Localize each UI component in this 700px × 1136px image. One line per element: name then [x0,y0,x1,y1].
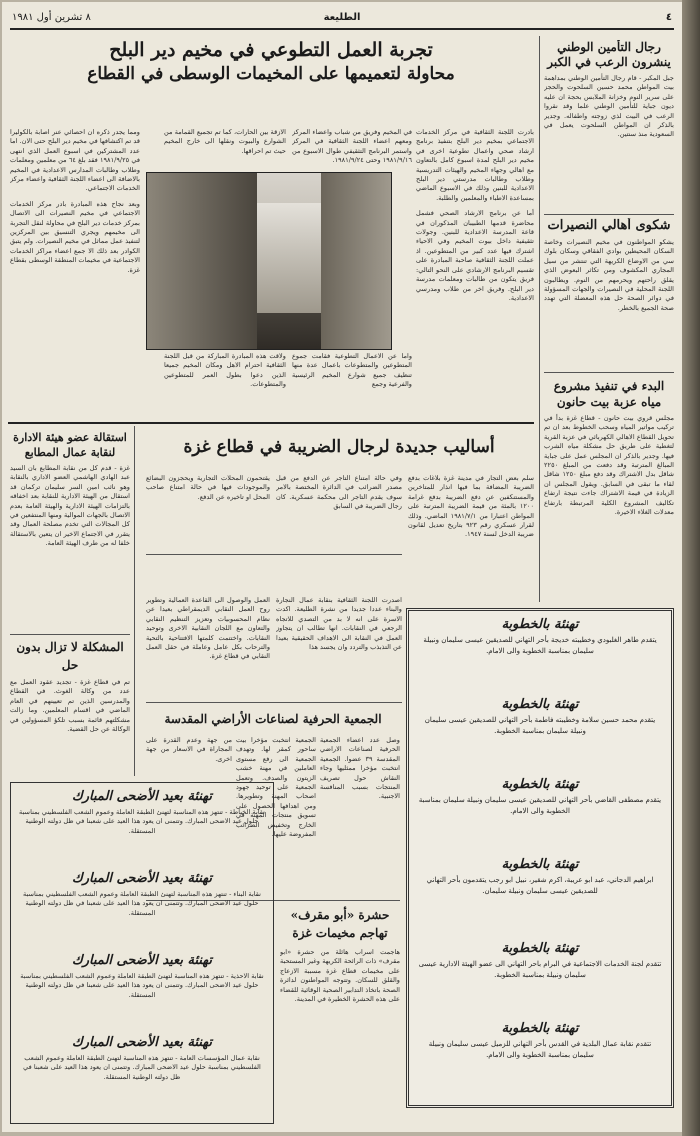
lead-text: الازقة بين الحارات، كما تم تجميع القمامة من الشوارع والبيوت ونقلها الى خارج المخيم حيث تم احراقها. [164,128,286,155]
engagement-greeting-text: تتقدم لجنة الخدمات الاجتماعية في البرام باحر التهاني الى عضو الهيئة الادارية عيسى سليمان ونبيلة بمناسبة الخطوبة. [418,960,662,979]
section-rule [8,422,534,424]
engagement-greeting-text: تتقدم نقابة عمال البلدية في القدس بأحر التهاني للزميل عيسى سليمان ونبيلة سليمان بمناسبة الخطوبة والى الامام. [428,1040,652,1059]
binding-spine [682,0,700,1136]
lead-text: واما عن الاعمال التطوعية فقامت جموع المتطوعين والمتطوعات باعمال عدة منها تنظيف جميع شوارع المخيم الرئيسية والفرعية وجمع [292,352,412,389]
lead-text: بادرت اللجنة الثقافية في مركز الخدمات الاجتماعي بمخيم دير البلح بتنفيذ برنامج ارشاد صحي واعمال تطوعية اخرى في مخيم دير البلح لمدة اسبوع كامل بالتعاون مع اهالي وجهاء المخيم والهيئات التدريسية وطلاب وطالبات مدرستي دير البلح الاعدادية للبنين وذلك في الاسبوع الماضي بمساعدة الاطباء والمعلمين والطلبة. [416,128,534,202]
lead-column-2 [292,128,412,172]
eid-greeting-title: تهنئة بعيد الأضحى المبارك [72,1035,212,1050]
divider [10,634,130,635]
union-text: غزة - قدم كل من نقابة المطابع بان السيد عبد الهادي الهاشمي العضو الاداري بالنقابة وهو نائب امين السر سليمان تركمان قد استقال من الهيئة الادارية للنقابة بعد اخفاقه بالتزامات الهيئة الادارية والهيئة العامة بعدم الاتصال بالجهات الموالية ومنها المنتفعين في كل المجالات التي تخدم مصلحة العمال وقد يتقرر في الاجتماع الاخير ان يتعين بالاستقالة خلفا له من طرف الهيئة العامة. [10,464,130,548]
article-insurance [544,40,674,210]
tax-text: يقتحمون المحلات التجارية ويحجزون البضائع والموجودات فيها في حالة امتناع صاحب المحل او تاخيره عن الدفع. [146,474,270,501]
page-number: ٤ [665,12,672,23]
engagement-greetings-box [406,608,674,1108]
tax-column-3 [146,474,270,594]
engagement-greeting-title: تهنئة بالخطوبة [501,941,579,956]
column-rule [539,36,540,602]
page-header [10,8,674,30]
engagement-greeting-title: تهنئة بالخطوبة [501,857,579,872]
tax-text: العمل والوصول الى القاعدة العمالية وتطوير روح العمل النقابي الديمقراطي بعيدا عن نظام المحسوبيات وتعزيز التنظيم النقابي والتعاون مع اللجان النقابية الاخرى وتوحيد النقابات. واختتمت كلمتها الافتتاحية بالتحية والترحاب بكل عامل وعاملة في حقل العمل النقابي في قطاع غزة. [146,596,270,661]
tax-column-4 [276,596,402,700]
lead-text: ولاقت هذه المبادرة المباركة من قبل اللجنة الثقافية احترام الاهل ومكان المخيم جميعا الذين دعوا بطول العمر للمتطوعين والمتطوعات. [164,352,286,389]
tax-headline: أساليب جديدة لرجال الضريبة في قطاع غزة [183,437,495,457]
tax-column-5 [146,596,270,700]
assoc-headline: الجمعية الحرفية لصناعات الأراضي المقدسة [164,712,382,726]
divider [544,372,674,373]
photo-wall-left [147,173,257,349]
engagement-greeting [417,777,663,851]
assoc-text: وصل عدد اعضاء الجمعية الحرفية لصناعات الاراضي المقدسة ٣٩ عضوا. الجمعية انتخبت مؤخرا ممثليها وجاء النقاش حول تصريف المنتجات بسبب المنافسة الاجنبية. [320,736,400,801]
nuseirat-headline: شكوى أهالي النصيرات [547,218,671,233]
engagement-greeting-title: تهنئة بالخطوبة [501,697,579,712]
eid-greeting [17,953,267,1031]
eid-greetings-box [10,782,274,1124]
tax-text: اصدرت اللجنة الثقافية بنقابة عمال النجارة والبناء عددا جديدا من نشرة الطليعة. اكدت الاسرة على انه لا بد من التصدي للاتجاه الرجعي في النقابات. انها تطالب ان يتجاوز العمل في النقابة الى الاهداف الحقيقية بعيدا عن التذبذب والتردد وان يجسد هذا [276,596,402,652]
eid-greeting [17,871,267,949]
union-headline-1: استقالة عضو هيئة الادارة [13,431,127,444]
engagement-greeting [417,1021,663,1097]
column-rule [134,426,135,776]
lead-text: في المخيم وفريق من شباب واعضاء المركز ومعهم اعضاء اللجنة الثقافية في المركز واستمر البرنامج التثقيفي طوال الاسبوع من ١٩٨١/٩/١٦ وحتى ١٩٨١/٩/٢٤. [292,128,412,165]
assoc-headline-block [146,706,400,732]
photo-wall-right [321,173,391,349]
eid-greeting-text: نقابة الاحذية - تنتهز هذه المناسبة لتهنئ الطبقة العاملة وعموم الشعب الفلسطيني بمناسبة حلول عيد الاضحى المبارك. وتتمنى ان يعود هذا العيد على شعبنا في ظل دولته الوطنية المستقلة. [20,972,264,999]
lead-headline [8,38,534,118]
eid-greeting-text: نقابة عمال المؤسسات العامة - تنتهز هذه المناسبة لتهنئ الطبقة العاملة وعموم الشعب الفلسطيني بمناسبة حلول عيد الاضحى المبارك. وتتمنى ان يعود هذا العيد على شعبنا في ظل دولته الوطنية المستقلة. [23,1054,261,1081]
divider [146,554,402,555]
nuseirat-text: يشكو المواطنون في مخيم النصيرات وخاصة السكان المحيطين بوادي الفقاقي وسكان بلوك سي من الاوضاع الكريهة التي تنتشر من سيل المجاري المكشوف ومن تكاثر البعوض الذي يقلق راحتهم ويحرمهم من النوم. ويطالبون اللجنة المحلية في النصيرات والجهات المسؤولة في دوائر الصحة حل هذه المعضلة التي تهدد صحة الجميع بالخطر. [544,238,674,312]
assoc-text: من جهة وعدم القدرة على المجاراة في الاسعار من جهة اخرى. [146,736,232,763]
tax-column-2 [276,474,402,594]
engagement-greeting [417,697,663,771]
lead-text: أما عن برنامج الارشاد الصحي فشمل محاضرة قدمها الطبيبان المذكوران في قاعة المدرسة الاعدادية للبنين. وجولات تثقيفية داخل بيوت المخيم وفي الاحياء اشترك فيها عدد كبير من المتطوعين. اذ عملت اللجنة الثقافية صاحبة المبادرة على تقسيم البرنامج الارشادي على النحو التالي: فريق يتكون من طالبات ومعلمات مدرسة دير البلح. وفريق اخر من طلاب ومدرسي الاعدادية. [416,209,534,302]
eid-greeting [17,1035,267,1117]
insurance-headline: رجال التأمين الوطني ينشرون الرعب في الكبر [547,40,671,69]
problem-headline: المشكلة لا تزال بدون حل [16,640,124,672]
assoc-column-3 [146,736,232,776]
paper-name: الطليعة [323,12,361,23]
water-text: مجلس قروي بيت حانون - قطاع غزة بدأ في تركيب مواتير المياه وسحب الخطوط بعد ان تم تحويل القطاع الاهالي الكهربائي في عزبة القرية لتغطية على طريق حل مشكلة مياه الشرب فيها. وجدير بالذكر ان المجلس عمل على جباية المبالغ المترتبة وقد دفعت من المبلغ ٢٢٥٠ شاقل بدل الاشتراك وقد دفع مبلغ ١٢٥٠ شاقل لقاء ما تبقى في السابق. ويقول المجلس ان الزيادة في قيمة الاشتراك جاءت نتيجة ارتفاع تكاليف المشروع الكلية المرتبطة بارتفاع معدلات الغلاء الاخيرة. [544,414,674,517]
newspaper-page [2,2,682,1132]
article-nuseirat [544,218,674,368]
article-union [10,430,130,630]
engagement-greeting-text: يتقدم طاهر الغلبودي وخطيبته خديجة بأحر التهاني للصديقين عيسى سليمان ونبيلة سليمان بمناسبة الخطوبة والى الامام. [423,636,657,655]
assoc-text: الجمعية انتخبت مؤخرا بيت ساحور كمقر لها. وتهدف الجمعية الى رفع مستوى العاملين في مهنة خشب الزيتون والصدف. وتعمل الجمعية على توحيد جهود اصحاب المهنة وتطويرها. ومن اهدافها الحصول على تسويق منتجات المهنة في الخارج وتخفيض الضرائب المفروضة عليها. [236,736,316,839]
tax-text: وفي حالة امتناع التاجر عن الدفع من قبل مصدر الضرائب في الدائرة المختصة بالامر سوف يقدم التاجر الى محكمة عسكرية. كان رجال الضريبة في السابق [276,474,402,511]
lead-column-1 [416,128,534,418]
engagement-greeting-title: تهنئة بالخطوبة [501,1021,579,1036]
tax-headline-block [144,430,534,470]
article-insect [280,906,400,1106]
engagement-greeting [417,857,663,935]
lead-headline-1: تجربة العمل التطوعي في مخيم دير البلح [109,39,433,61]
lead-column-4 [10,128,140,418]
divider [544,214,674,215]
photo-alley [257,203,321,313]
insect-text: هاجمت اسراب هائلة من حشرة «ابو مقرف» ذات الرائحة الكريهة وغير المستحبة على مخيمات قطاع غزة مسببة الازعاج والقلق للسكان. وتتوجه المواطنون لدائرة الصحة باتخاذ التدابير الصحية الوقائية للقضاء على هذه الحشرة الخطيرة في المدينة. [280,948,400,1004]
eid-greeting-title: تهنئة بعيد الأضحى المبارك [72,789,212,804]
water-headline: البدء في تنفيذ مشروع مياه عزبة بيت حانون [553,379,665,409]
divider [146,702,402,703]
eid-greeting [17,789,267,867]
lead-text: وبعد نجاح هذه المبادرة بادر مركز الخدمات الاجتماعي في مخيم النصيرات الى الاتصال بمركز خدمات دير البلح في محاولة لنقل التجربة الى مخيمهم ويجري التنسيق بين المركزين لتنفيذ عمل مماثل في مخيم النصيرات. ولم يتبق الكوادر بعد ذلك الا جمع اعضاء مراكز الخدمات الاجتماعية في مخيمات المنطقة الوسطى بقطاع غزة. [10,199,140,274]
engagement-greeting-title: تهنئة بالخطوبة [501,617,579,632]
lead-column-3 [164,128,286,172]
lead-headline-2: محاولة لتعميمها على المخيمات الوسطى في القطاع [87,64,455,84]
engagement-greeting-text: يتقدم مصطفى القاضي بأحر التهاني للصديقين عيسى سليمان ونبيلة سليمان بمناسبة الخطوبة والى الامام. [418,796,662,815]
insect-headline-1: حشرة «أبو مقرف» [290,908,390,922]
lead-column-2b [292,352,412,418]
engagement-greeting-text: يتقدم محمد حسين سلامة وخطيبته فاطمة بأحر التهاني للصديقين عيسى سليمان ونبيلة سليمان بمناسبة الخطوبة. [424,716,656,735]
engagement-greeting-title: تهنئة بالخطوبة [501,777,579,792]
eid-greeting-title: تهنئة بعيد الأضحى المبارك [72,871,212,886]
insurance-text: جبل المكبر - قام رجال التأمين الوطني بمداهمة بيت المواطن محمد حسين السلحوت والحجز على سرير النوم وخزانة الملابس بحجة ان عليه ديون جباية للتأمين الوطني علما وقد نقروا الرعب في البيت لذي زوجته واطفاله. وجدير بالذكر ان المواطن السلحوت يعمل في السعودية منذ سنتين. [544,74,674,139]
engagement-greeting-text: ابراهيم الدجاني، عبد ابو عريبة، اكرم شقير، نبيل ابو رجب يتقدمون بأحر التهاني للصديقين عيسى سليمان ونبيلة سليمان. [426,876,654,895]
assoc-column-1 [320,736,400,896]
eid-greeting-text: نقابة البناء - تنتهز هذه المناسبة لتهنئ الطبقة العاملة وعموم الشعب الفلسطيني بمناسبة حلول عيد الاضحى المبارك. وتتمنى ان يعود هذا العيد على شعبنا في ظل دولته الوطنية المستقلة. [23,890,261,917]
issue-date: ٨ تشرين أول ١٩٨١ [12,12,91,23]
tax-text: سلم بعض التجار في مدينة غزة بلاغات بدفع الضريبة المضافة بما فيها انذار للمتاخرين والمستنكفين عن دفع الضريبة بدفع غرامة ١٢٠٠ بالمئة من قيمة الضريبة المترتبة على المواطن اعتبارا من ١٩٨١/٧/١ الماضي. وذلك لقرار عسكري رقم ٩٢٣ بتاريخ تعديل لقانون ضريبة الدخل لسنة ١٩٤٧. [408,474,534,539]
lead-text: ومما يجدر ذكره ان احصائي عنر اصابة بالكوليرا قد تم اكتشافها في مخيم دير البلح حتى الان. اما عدد المشتركين في اسبوع العمل الذي انتهى في ١٩٨١/٩/٢٥ فقد بلغ ٦٤ من معلمين ومعلمات وطلاب وطالبات المدارس الاعدادية في المخيم بالاضافة الى اعضاء اللجنة الثقافية واعضاء مركز الخدمات الاجتماعي. [10,128,140,193]
insect-headline-2: تهاجم مخيمات غزة [292,926,388,940]
eid-greeting-title: تهنئة بعيد الأضحى المبارك [72,953,212,968]
engagement-greeting [417,941,663,1015]
article-water-project [544,378,674,600]
article-problem [10,638,130,776]
lead-column-3b [164,352,286,418]
eid-greeting-text: نقابة الخياطة - تنتهز هذه المناسبة لتهنئ الطبقة العاملة وعموم الشعب الفلسطيني بمناسبة حلول عيد الاضحى المبارك. وتتمنى ان يعود هذا العيد على شعبنا في ظل دولته الوطنية المستقلة. [19,808,265,835]
lead-photo [146,172,392,350]
engagement-greeting [417,617,663,691]
tax-column-1 [408,474,534,594]
union-headline-2: لنقابة عمال المطابع [24,446,116,459]
problem-text: تم في قطاع غزة - تجديد عقود العمل مع عدد من وكالة الغوث. في القطاع والمدرسين الذين تم تعيينهم في العام الماضي في اقسام المعلمين. وما زالت مشكلتهم قائمة بسبب تلكؤ المسؤولين في الوكالة عن حل القضية. [10,678,130,734]
